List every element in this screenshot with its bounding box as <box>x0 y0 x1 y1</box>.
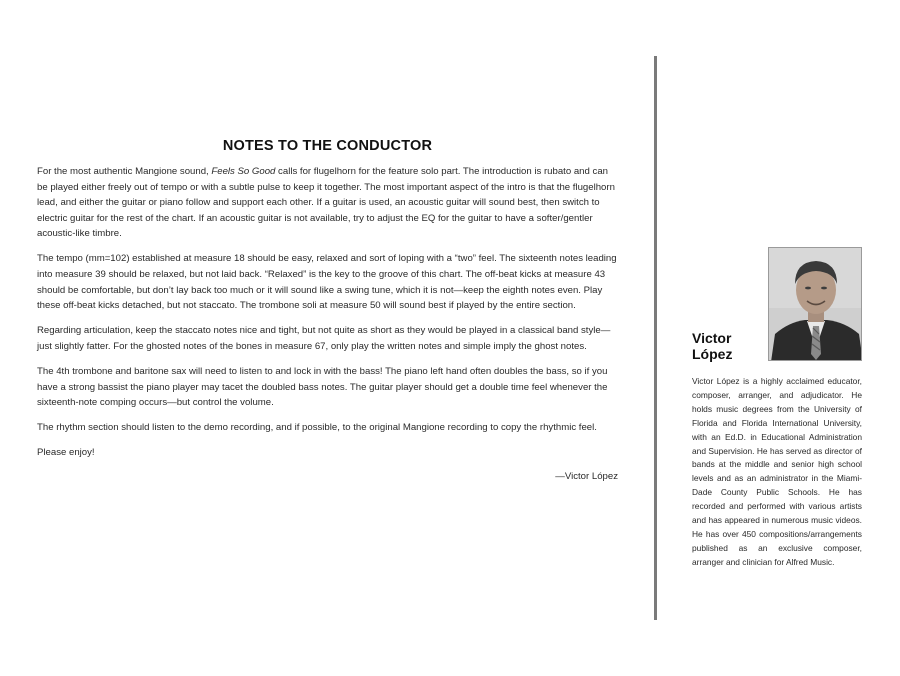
portrait-image <box>769 248 862 361</box>
column-divider <box>654 56 657 620</box>
notes-paragraph-6: Please enjoy! <box>37 447 95 459</box>
song-title: Feels So Good <box>211 166 276 177</box>
notes-paragraph-1 <box>37 164 618 242</box>
notes-paragraph-3: Regarding articulation, keep the staccato notes nice and tight, but not quite as short as they would be played in a classical band style—just slightly fatter. For the ghosted notes of the bones in measure 67, only play the written notes and simple imply the ghost notes. <box>37 325 611 352</box>
notes-paragraph-5: The rhythm section should listen to the demo recording, and if possible, to the original Mangione recording to copy the rhythmic feel. <box>37 422 597 434</box>
author-photo <box>768 247 862 361</box>
author-last-name: López <box>692 345 733 362</box>
author-name <box>692 331 732 362</box>
signature: —Victor López <box>555 470 618 482</box>
conductor-notes <box>37 138 618 482</box>
p1-before: For the most authentic Mangione sound, <box>37 166 212 177</box>
author-biography: Victor López is a highly acclaimed educator, composer, arranger, and adjudicator. He holds music degrees from the University of Florida and Florida International University, with an Ed.D. in Educational Administration and Supervision. He has served as director of bands at the middle and senior high school levels and as an administrator in the Miami-Dade County Public Schools. He has recorded and performed with various artists and has appeared in numerous music videos. He has over 450 compositions/arrangements published as an exclusive composer, arranger and clinician for Alfred Music. <box>692 376 862 567</box>
p1-after: calls for flugelhorn for the feature solo part. The introduction is rubato and can be played either freely out of tempo or with a subtle pulse to keep it together. The most important aspect of the intro is that the flugelhorn lead, and either the guitar or piano follow and support each other. If a guitar is used, an acoustic guitar will sound best, then switch to electric guitar for the rest of the chart. If an acoustic guitar is not available, try to adjust the EQ for the guitar to have a softer/gentler acoustic-like timbre. <box>37 166 615 240</box>
notes-paragraph-2: The tempo (mm=102) established at measure 18 should be easy, relaxed and sort of loping with a “two” feel. The sixteenth notes leading into measure 39 should be relaxed, but not laid back. “Relaxed” is the key to the groove of this chart. The off-beat kicks at measure 43 should be comfortable, but don’t lay back too much or it will sound like a swing tune, which it is not—keep the eighth notes even. Play these off-beat kicks detached, but not staccato. The trombone soli at measure 50 will sound best if played by the entire section. <box>37 253 617 312</box>
notes-paragraph-4: The 4th trombone and baritone sax will need to listen to and lock in with the bass! The piano left hand often doubles the bass, so if you have a strong bassist the piano player may tacet the doubled bass notes. The guitar player should get a double time feel whenever the sixteenth-note comping occurs—but control the volume. <box>37 366 608 409</box>
author-first-name: Victor <box>692 330 732 346</box>
notes-title: NOTES TO THE CONDUCTOR <box>222 138 433 154</box>
